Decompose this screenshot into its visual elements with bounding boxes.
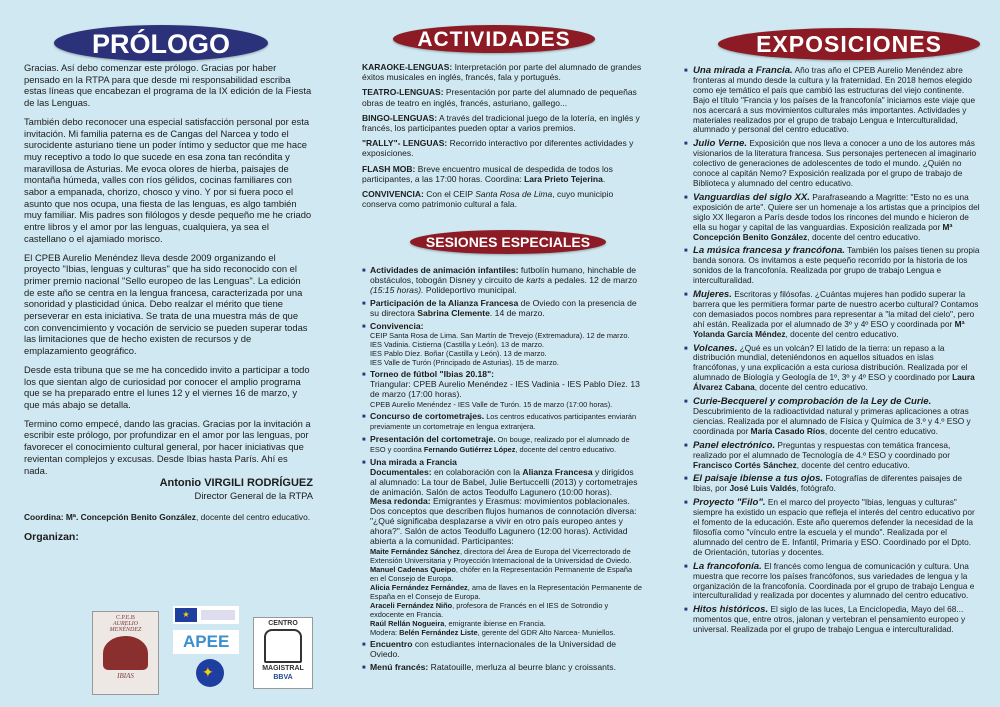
activity-item: TEATRO-LENGUAS: Presentación por parte del alumnado de pequeñas obras de teatro en inglés, francés, asturiano, gallego... [362,87,637,108]
activity-item: "RALLY"- LENGUAS: Recorrido interactivo por diferentes actividades y exposiciones. [362,138,634,159]
exhibition-item: ■ Una mirada a Francia. Año tras año el CPEB Aurelio Menéndez abre fronteras al mundo desde la cultura y la fraternidad. En 2018 hemos elegido como eje temático el país que cambió las estructuras del viejo continente. Bajo el título "Francia y los países de la francofonía" iniciamos este viaje que nos acercará a sus movimientos culturales más importantes. Actividades y materiales realizados por el grupo de trabajo Lengua e Interculturalidad, alumnado y personal del centro educativo. [684,66,980,135]
exhibition-item: ■ Vanguardias del siglo XX. Parafraseando a Magritte: "Esto no es una exposición de arte". Quiere ser un homenaje a los artistas que a principios del siglo XX llegaron a París desde todos los rincones del mundo e hicieron de ella su hogar y capital de las vanguardias. Exposición realizada por Mª Concepción Benito González, docente del centro educativo. [684,193,980,243]
paragraph: Gracias. Así debo comenzar este prólogo. Gracias por haber pensado en la RTPA para que desde mi responsabilidad escriba estas líneas que encabezan el programa de la IX edición de la Fiesta de las Lenguas. [24,62,312,109]
prologo-text [24,62,313,544]
paragraph: El CPEB Aurelio Menéndez lleva desde 2009 organizando el proyecto "Ibias, lenguas y culturas" que ha sido reconocido con el primer premio nacional "Sello europeo de las Lenguas". La edición de este año se centra en la lengua francesa, caracterizada por una sonoridad y plasticidad única. Debo realzar el mérito que tiene perseverar en esta iniciativa. Se trata de una muestra más de que con convencimiento y vocación de servicio se pueden superar todas las limitaciones que de hecho existen de recursos y de emplazamiento geográfico. [24,251,308,357]
activity-item: CONVIVENCIA: Con el CEIP Santa Rosa de Lima, cuyo municipio conserva como patrimonio cultural a fala. [362,189,614,210]
exhibition-item: ■ Proyecto "Filo". En el marco del proyecto "Ibias, lenguas y culturas" siempre ha existido un espacio que refleja el interés del centro educativo por el fomento de la educación. Este año queremos defender la necesidad de la filosofía como "vínculo entre la escuela y el mundo". Realizada por el alumnado del centro de E. Infantil, Primaria y ESO. Coordinado por el Dpto. de Orientación, tutorías y docentes. [684,498,980,557]
session-item: ■ Torneo de fútbol "Ibias 20.18": Triangular: CPEB Aurelio Menéndez - IES Vadinia - IES Pablo Díez. 13 de marzo (17:00 horas). CPEB Aurelio Menéndez - IES Valle de Turón. 15 de marzo (17:00 horas). [362,370,642,409]
paragraph: Desde esta tribuna que se me ha concedido invito a participar a todo los que sientan algo de curiosidad por conocer el amplio programa que se ha preparado entre el lunes 12 y el viernes 16 de marzo, y que más abajo se detalla. [24,363,310,410]
signature: Antonio VIRGILI RODRÍGUEZ [159,477,313,490]
activity-item: KARAOKE-LENGUAS: Interpretación por parte del alumnado de grandes éxitos musicales en inglés, francés, fala y portugués. [362,62,642,83]
asturias-logo: ✦ [196,659,224,687]
session-item: ■ Concurso de cortometrajes. Los centros educativos participantes enviarán previamente un cortometraje en lengua extranjera. [362,412,642,432]
actividades-header: ACTIVIDADES [393,25,595,53]
exhibition-item: ■ Volcanes. ¿Qué es un volcán? El latido de la tierra: un repaso a la distribución mundial, deteniéndonos en aquellos situados en islas francófonas, y una explicación a esta curiosa distribución. Realizada por el alumnado de Biología y Geología de 1º, 3º y 4º ESO y coordinado por Laura Álvarez Cabana, docente del centro educativo. [684,344,980,394]
session-item: ■ Presentación del cortometraje. On bouge, realizado por el alumnado de ESO y coordina Fernando Gutiérrez López, docente del centro educativo. [362,435,642,455]
eu-logos: ★ [173,606,239,624]
exhibition-item: ■ El paisaje ibiense a tus ojos. Fotografías de diferentes paisajes de Ibias, por José Luis Valdés, fotógrafo. [684,474,980,494]
exhibition-item: ■ Mujeres. Escritoras y filósofas. ¿Cuántas mujeres han podido superar la barrera que les permitiera formar parte de nuestro acerbo cultural? Contamos con demasiados pocos nombres para representar a "la mitad del cielo", pero ahí están. Realizada por el alumnado de 3º y 4º ESO y coordinada por Mª Yolanda García Méndez, docente del centro educativo. [684,290,980,340]
apee-logo: APEE [173,630,239,654]
sesiones-text [362,266,642,676]
cpeb-aurelio-menendez-logo: C.P.E.B AURELIO MENÉNDEZ IBIAS [92,611,159,695]
activity-item: FLASH MOB: Breve encuentro musical de despedida de todos los participantes, a las 17:00 horas. Coordina: Lara Prieto Tejerina. [362,163,613,184]
paragraph: Termino como empecé, dando las gracias. Gracias por la invitación a escribir este prólogo, por profundizar en el amor por las lenguas, por favorecer el conocimiento cultural general, por hacer iniciativas que revientan complejos y excusas. Desde Ibias hasta París. Ahí es nada. [24,417,311,476]
paragraph: También debo reconocer una especial satisfacción personal por esta invitación. Mi familia paterna es de Cangas del Narcea y todo el surocidente asturiano tiene un poder íntimo y seductor que me hace muy receptivo a todo lo que sucede en esa zona tan recóndita y maravillosa de Asturias. Me evoca olores de hierba, paisajes de montaña húmeda, valles con ríos gélidos, cocinas familiares con sabor a empanada, chorizo, chosco y vino. Y por si fuera poco el asunto que nos ocupa, una fiesta de las lenguas, es algo también muy familiar. Mis padres son filólogos y desde pequeño me he criado entre libros y el amor por las lenguas, cualquiera, ya sea el castellano o el ajamiado morisco. [24,115,312,244]
exhibition-item: ■ Julio Verne. Exposición que nos lleva a conocer a uno de los autores más visionarios de la literatura francesa. Sus personajes pertenecen al imaginario colectivo de generaciones de adolescentes de todo el mundo. ¿Quién no conoce al capitán Nemo? Exposición realizada por el grupo de trabajo de Biblioteca y alumnado del centro educativo. [684,139,980,189]
exhibition-item: ■ Hitos históricos. El siglo de las luces, La Enciclopedia, Mayo del 68... momentos que, entre otros, jalonan y vertebran el pensamiento europeo y universal. Realizada por el grupo de trabajo Lengua e interculturalidad. [684,605,980,635]
exposiciones-header: EXPOSICIONES [718,28,980,60]
actividades-text [362,62,642,214]
exhibition-item: ■ La francofonía. El francés como lengua de comunicación y cultura. Una muestra que recorre los países francófonos, sus variedades de lengua y la organización de la francofonía. Coordinada por el grupo de trabajo Lengua e interculturalidad y realizada por docentes y alumnado del centro educativo. [684,562,980,602]
session-item: ■ Menú francés: Ratatouille, merluza al beurre blanc y croissants. [362,663,642,673]
session-item: ■ Convivencia: CEIP Santa Rosa de Lima. San Martín de Trevejo (Extremadura). 12 de marzo. IES Vadinia. Cistierna (Castilla y León). 13 de marzo. IES Pablo Díez. Boñar (Castilla y León). 13 de marzo. IES Valle de Turón (Principado de Asturias). 15 de marzo. [362,322,642,368]
exhibition-item: ■ Curie-Becquerel y comprobación de la Ley de Curie. Descubrimiento de la radioactividad natural y primeras aplicaciones a otras ciencias. Realizada por el alumnado de Física y Química de 3.º y 4.º ESO y coordinada por María Casado Ríos, docente del centro educativo. [684,397,980,437]
session-item: ■ Participación de la Alianza Francesa de Oviedo con la presencia de su directora Sabrina Clemente. 14 de marzo. [362,299,642,319]
exposiciones-text [684,66,980,639]
session-item: ■ Encuentro con estudiantes internacionales de la Universidad de Oviedo. [362,640,642,660]
organizers-label: Organizan: [24,531,79,544]
coordination: Coordina: Mª. Concepción Benito González, docente del centro educativo. [24,511,311,522]
sesiones-header: SESIONES ESPECIALES [410,230,606,254]
session-item: ■ Actividades de animación infantiles: futbolín humano, hinchable de obstáculos, tobogán Disney y circuito de karts a pedales. 12 de marzo (15:15 horas). Polideportivo municipal. [362,266,642,296]
exhibition-item: ■ Panel electrónico. Preguntas y respuestas con temática francesa, realizado por el alumnado de Tecnología de 4.º ESO y coordinado por Francisco Cortés Sánchez, docente del centro educativo. [684,441,980,471]
centro-magistral-logo: CENTRO MAGISTRAL BBVA [253,617,313,689]
activity-item: BINGO-LENGUAS: A través del tradicional juego de la lotería, en inglés y francés, los participantes pueden optar a varios premios. [362,112,640,134]
signature-role: Director General de la RTPA [194,489,313,501]
exhibition-item: ■ La música francesa y francófona. También los países tienen su propia banda sonora. Os invitamos a este pequeño recorrido por la historia de los sonidos de la francofonía. Realizada por grupo de trabajo Lengua e interculturalidad. [684,246,980,286]
prologo-header: PRÓLOGO [54,25,268,61]
session-item: ■ Una mirada a Francia Documentales: en colaboración con la Alianza Francesa y dirigidos al alumnado: La tour de Babel, Julie Bertuccelli (2013) y cortometrajes de animación. Salón de actos Teodulfo Lagunero (10:00 horas). Mesa redonda: Emigrantes y Erasmus: movimientos poblacionales. Dos conceptos que describen flujos humanos de connotación diversa: "¿Qué significaba desplazarse a vivir en otro país europeo antes y ahora?". Salón de actos Teodulfo Lagunero (12:00 horas). Actividad abierta a la comunidad. Participantes: Maite Fernández Sánchez, directora del Área de Europa del Vicerrectorado de Extensión Universitaria y Proyección Internacional de la Universidad de Oviedo. Manuel Cadenas Queipo, chófer en la Representación Permanente de España en el Consejo de Europa. Alicia Fernández Fernández, ama de llaves en la Representación Permanente de España en el Consejo de Europa. Araceli Fernández Niño, profesora de Francés en el IES de Sotrondio y exdocente en Francia. Raúl Rellán Nogueira, emigrante ibiense en Francia. Modera: Belén Fernández Liste, gerente del GDR Alto Narcea- Muniellos. [362,458,642,637]
